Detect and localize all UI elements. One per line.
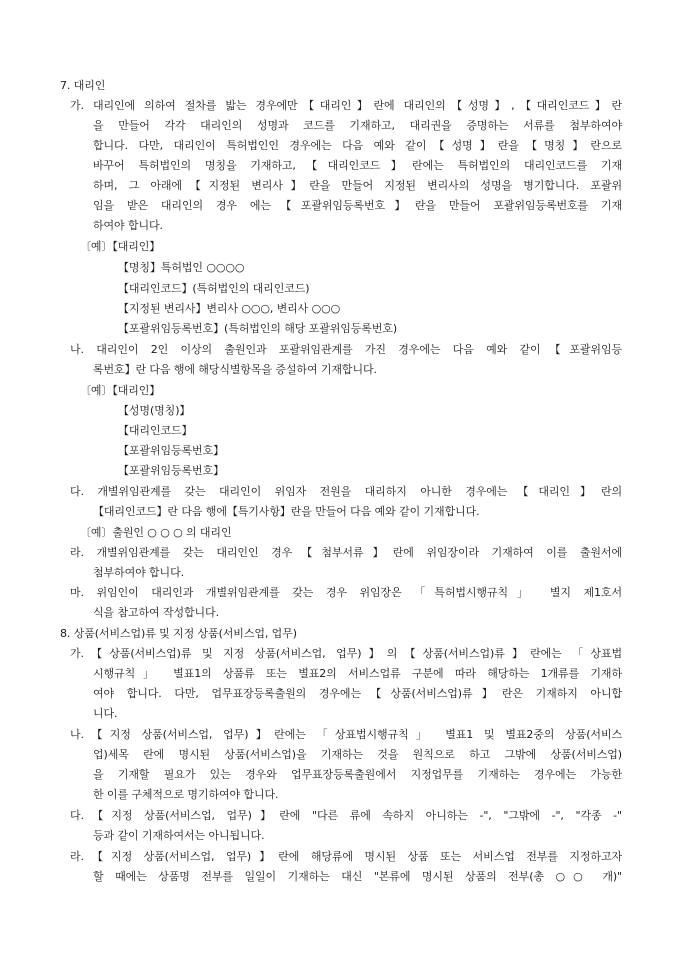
text-line: 식을 참고하여 작성합니다. bbox=[93, 606, 219, 619]
text-line: 7. 대리인 bbox=[60, 79, 106, 92]
text-line: 등과 같이 기재하여서는 아니됩니다. bbox=[93, 829, 265, 842]
text-line: 가.【상품(서비스업)류 및 지정 상품(서비스업, 업무)】의【상품(서비스업)류】란에는 「상표법 bbox=[70, 647, 622, 660]
text-line: 하여야 합니다. bbox=[93, 219, 163, 232]
text-line: 〔예〕【대리인】 bbox=[80, 384, 161, 397]
text-line: 【성명(명칭)】 bbox=[118, 404, 191, 417]
text-line: 【지정된 변리사】변리사 ○○○, 변리사 ○○○ bbox=[118, 302, 341, 315]
text-line: 임을 받은 대리인의 경우 에는【포괄위임등록번호】란을 만들어 포괄위임등록번호를 기재 bbox=[93, 199, 622, 212]
text-line: 【포괄위임등록번호】(특허법인의 해당 포괄위임등록번호) bbox=[118, 322, 398, 335]
text-line: 라. 개별위임관계를 갖는 대리인인 경우【첨부서류】란에 위임장이라 기재하여 이를 출원서에 bbox=[70, 546, 622, 559]
text-line: 다.【지정 상품(서비스업, 업무)】란에 "다른 류에 속하지 아니하는 -", "그밖에 -", "각종 -" bbox=[70, 809, 622, 822]
text-line: 업)세목 란에 명시된 상품(서비스업)을 기재하는 것을 원칙으로 하고 그밖에 상품(서비스업) bbox=[93, 748, 622, 761]
text-line: 【대리인코드】(특허법인의 대리인코드) bbox=[118, 282, 310, 295]
text-line: 하며, 그 아래에【지정된 변리사】란을 만들어 지정된 변리사의 성명을 병기합니다. 포괄위 bbox=[93, 179, 622, 192]
text-line: 한 이를 구체적으로 명기하여야 합니다. bbox=[93, 788, 279, 801]
text-line: 〔예〕출원인 ○ ○ ○ 의 대리인 bbox=[80, 526, 232, 539]
text-line: 〔예〕【대리인】 bbox=[80, 240, 161, 253]
text-line: 여야 합니다. 다만, 업무표장등록출원의 경우에는【상품(서비스업)류】란은 기재하지 아니합 bbox=[93, 687, 622, 700]
text-line: 8. 상품(서비스업)류 및 지정 상품(서비스업, 업무) bbox=[60, 627, 297, 640]
text-line: 첨부하여야 합니다. bbox=[93, 566, 185, 579]
text-line: 【포괄위임등록번호】 bbox=[118, 444, 225, 457]
text-line: 록번호】란 다음 행에 해당식별항목을 증설하여 기재합니다. bbox=[93, 363, 377, 376]
text-line: 다. 개별위임관계를 갖는 대리인이 위임자 전원을 대리하지 아니한 경우에는【대리인】란의 bbox=[70, 485, 622, 498]
text-line: 을 기재할 필요가 있는 경우와 업무표장등록출원에서 지정업무를 기재하는 경우에는 가능한 bbox=[93, 768, 622, 781]
text-line: 【대리인코드】란 다음 행에【특기사항】란을 만들어 다음 예와 같이 기재합니다. bbox=[93, 505, 480, 518]
text-line: 가. 대리인에 의하여 절차를 밟는 경우에만【대리인】란에 대리인의【성명】,【대리인코드】란 bbox=[70, 99, 622, 112]
text-line: 라.【지정 상품(서비스업, 업무)】란에 해당류에 명시된 상품 또는 서비스업 전부를 지정하고자 bbox=[70, 850, 622, 863]
text-line: 【포괄위임등록번호】 bbox=[118, 464, 225, 477]
text-line: 니다. bbox=[93, 707, 118, 720]
text-line: 할 때에는 상품명 전부를 일일이 기재하는 대신 "본류에 명시된 상품의 전부(총 ○○ 개)" bbox=[93, 870, 622, 883]
text-line: 나. 대리인이 2인 이상의 출원인과 포괄위임관계를 가진 경우에는 다음 예와 같이【포괄위임등 bbox=[70, 343, 622, 356]
text-line: 나.【지정 상품(서비스업, 업무)】란에는 「상표법시행규칙」 별표1 및 별표2중의 상품(서비스 bbox=[70, 728, 622, 741]
text-line: 【대리인코드】 bbox=[118, 424, 193, 437]
text-line: 바꾸어 특허법인의 명칭을 기재하고,【대리인코드】란에는 특허법인의 대리인코드를 기재 bbox=[93, 159, 622, 172]
text-line: 합니다. 다만, 대리인이 특허법인인 경우에는 다음 예와 같이【성명】란을【명칭】란으로 bbox=[93, 139, 622, 152]
text-line: 마. 위임인이 대리인과 개별위임관계를 갖는 경우 위임장은 「특허법시행규칙」 별지 제1호서 bbox=[70, 586, 622, 599]
text-line: 을 만들어 각각 대리인의 성명과 코드를 기재하고, 대리권을 증명하는 서류를 첨부하여야 bbox=[93, 119, 622, 132]
text-line: 【명칭】특허법인 ○○○○ bbox=[118, 261, 245, 274]
text-line: 시행규칙」 별표1의 상품류 또는 별표2의 서비스업류 구분에 따라 해당하는 1개류를 기재하 bbox=[93, 667, 622, 680]
